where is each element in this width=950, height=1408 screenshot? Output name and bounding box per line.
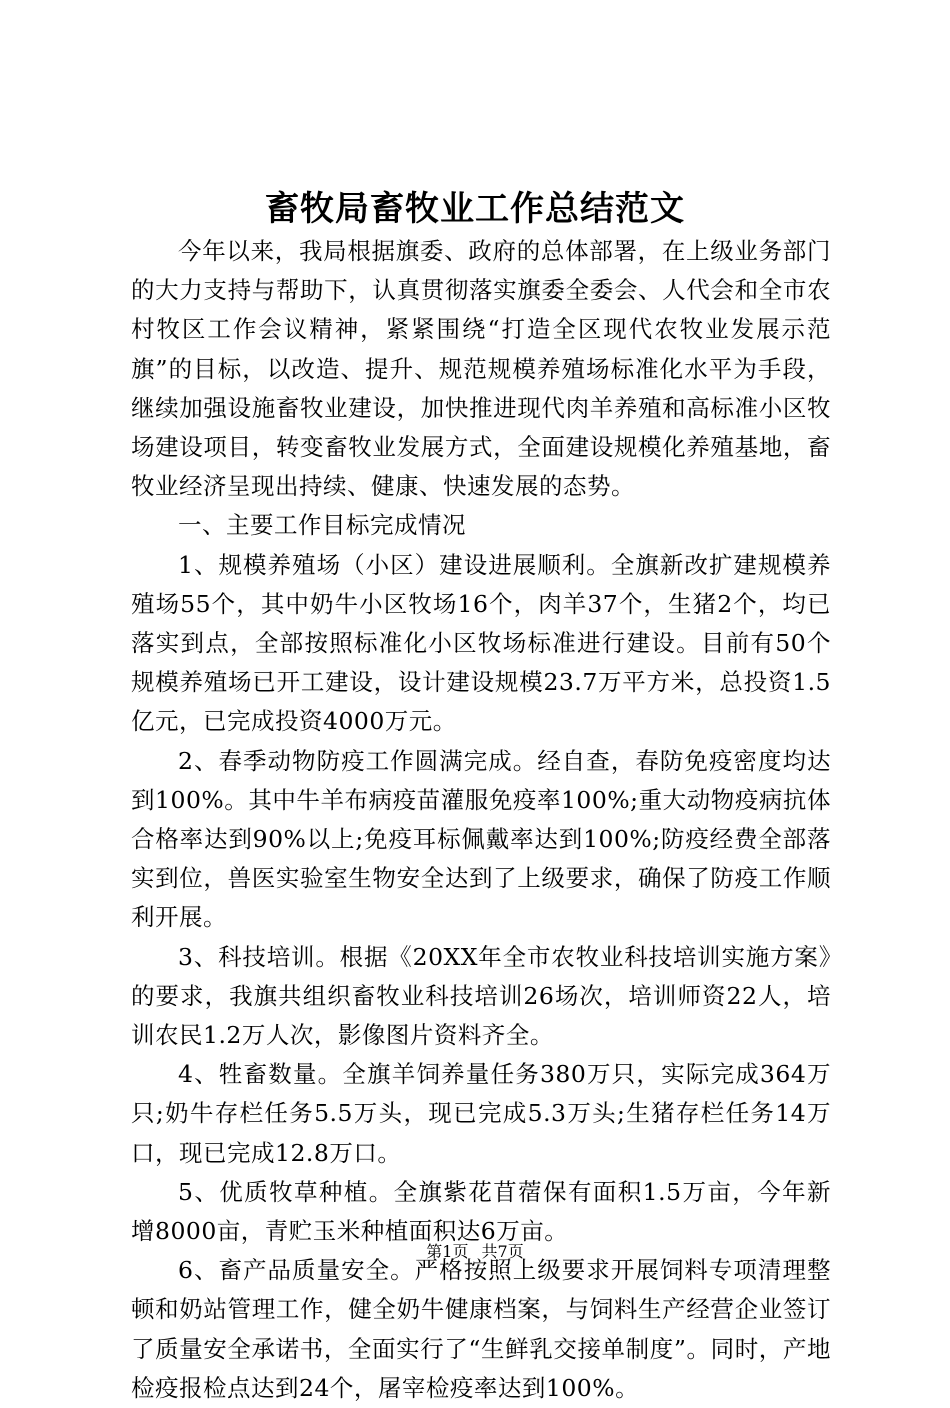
document-body (131, 232, 831, 1408)
page-number: 第1页 (426, 1242, 469, 1261)
paragraph-item-3: 3、科技培训。根据《20XX年全市农牧业科技培训实施方案》的要求，我旗共组织畜牧业科技培训26场次，培训师资22人，培训农民1.2万人次，影像图片资料齐全。 (131, 942, 831, 1050)
page-footer (0, 1240, 950, 1264)
paragraph-item-5: 5、优质牧草种植。全旗紫花苜蓿保有面积1.5万亩，今年新增8000亩，青贮玉米种植面积达6万亩。 (131, 1177, 831, 1246)
paragraph-item-6: 6、畜产品质量安全。严格按照上级要求开展饲料专项清理整顿和奶站管理工作，健全奶牛健康档案，与饲料生产经营企业签订了质量安全承诺书，全面实行了“生鲜乳交接单制度”。同时，产地检疫报检点达到24个，屠宰检疫率达到100%。 (131, 1256, 831, 1402)
paragraph-item-4: 4、牲畜数量。全旗羊饲养量任务380万只，实际完成364万只;奶牛存栏任务5.5万头，现已完成5.3万头;生猪存栏任务14万口，现已完成12.8万口。 (131, 1060, 831, 1167)
paragraph-item-1: 1、规模养殖场（小区）建设进展顺利。全旗新改扩建规模养殖场55个，其中奶牛小区牧场16个，肉羊37个，生猪2个，均已落实到点，全部按照标准化小区牧场标准进行建设。目前有50个规模养殖场已开工建设，设计建设规模23.7万平方米，总投资1.5亿元，已完成投资4000万元。 (131, 550, 831, 736)
page-total: 共7页 (481, 1242, 524, 1261)
paragraph-item-2: 2、春季动物防疫工作圆满完成。经自查，春防免疫密度均达到100%。其中牛羊布病疫苗灌服免疫率100%;重大动物疫病抗体合格率达到90%以上;免疫耳标佩戴率达到100%;防疫经费全部落实到位，兽医实验室生物安全达到了上级要求，确保了防疫工作顺利开展。 (131, 746, 831, 932)
document-title: 畜牧局畜牧业工作总结范文 (265, 189, 685, 229)
intro-paragraph: 今年以来，我局根据旗委、政府的总体部署，在上级业务部门的大力支持与帮助下，认真贯彻落实旗委全委会、人代会和全市农村牧区工作会议精神，紧紧围绕“打造全区现代农牧业发展示范旗”的目标，以改造、提升、规范规模养殖场标准化水平为手段，继续加强设施畜牧业建设，加快推进现代肉羊养殖和高标准小区牧场建设项目，转变畜牧业发展方式，全面建设规模化养殖基地，畜牧业经济呈现出持续、健康、快速发展的态势。 (131, 237, 831, 501)
section-heading: 一、主要工作目标完成情况 (178, 511, 466, 540)
